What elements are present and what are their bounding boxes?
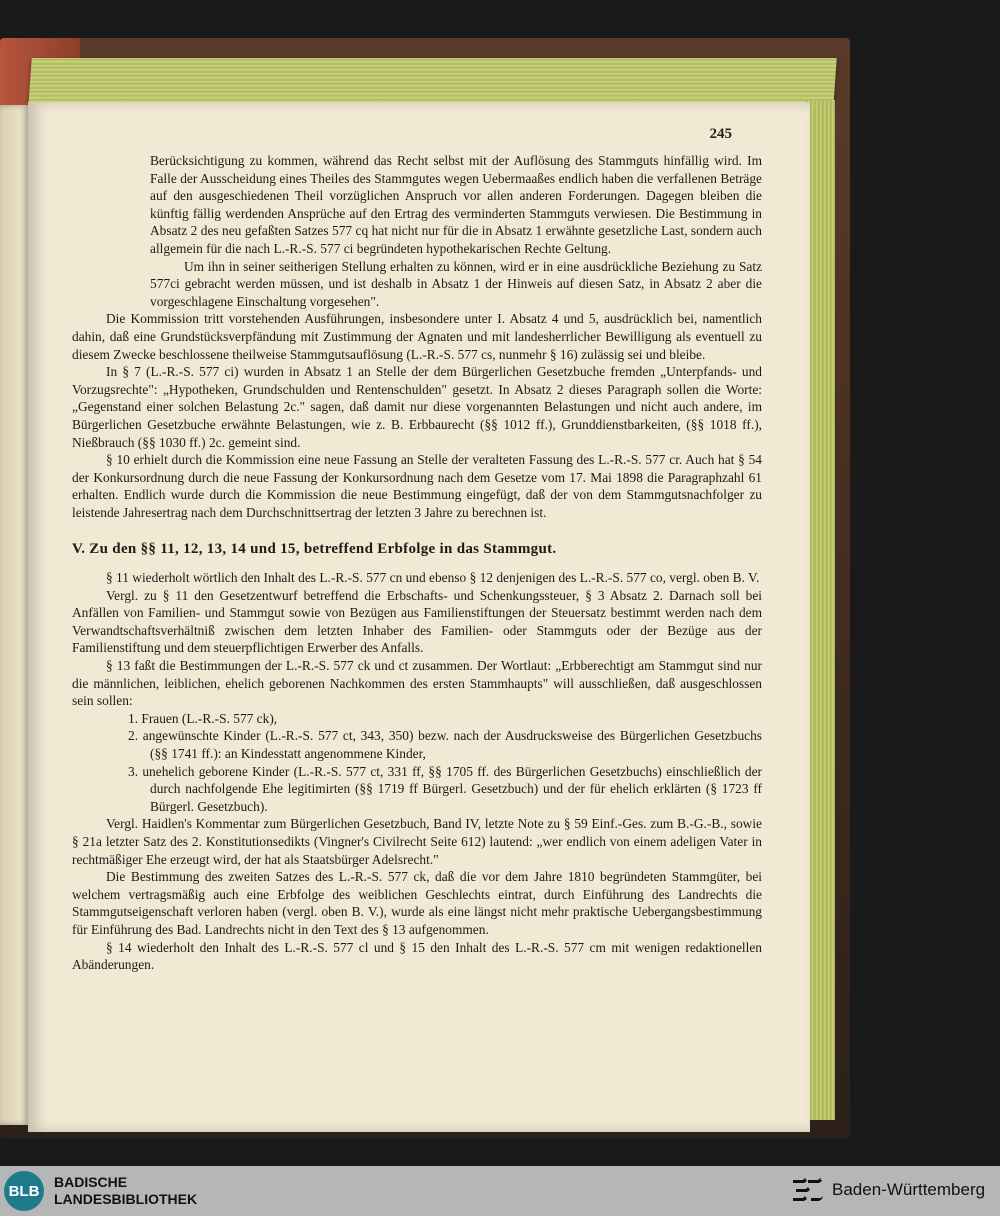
library-name-line1: BADISCHE	[54, 1174, 128, 1190]
paragraph: § 10 erhielt durch die Kommission eine neue Fassung an Stelle der veralteten Fassung des L.-R.-S. 577 cr. Auch hat § 54 der Konkursordnung durch die neue Fassung der Konkursordnung nach dem Gesetze vom 17. Mai 1898 die Paragraphzahl 61 erhalten. Endlich wurde durch die Kommission die neue Bestimmung eingefügt, daß der von dem Stammgutsnachfolger zu leistende Jahresertrag nach dem Durchschnittsertrag der letzten 3 Jahre zu berechnen ist.	[72, 452, 762, 520]
paragraph: In § 7 (L.-R.-S. 577 ci) wurden in Absatz 1 an Stelle der dem Bürgerlichen Gesetzbuche fremden „Unterpfands- und Vorzugsrechte": „Hypotheken, Grundschulden und Rentenschulden" gesetzt. In Absatz 2 dieses Paragraph sollen die Worte: „Gegenstand einer solchen Belastung 2c." sagen, daß damit nur diese vorgenannten Belastungen und nicht auch andere, im Bürgerlichen Gesetzbuche erwähnte Belastungen, wie z. B. Erbbaurecht (§§ 1012 ff.), Grunddienstbarkeiten, (§§ 1018 ff.), Nießbrauch (§§ 1030 ff.) 2c. gemeint sind.	[72, 364, 762, 450]
paragraph: § 11 wiederholt wörtlich den Inhalt des L.-R.-S. 577 cn und ebenso § 12 denjenigen des L.-R.-S. 577 co, vergl. oben B. V.	[106, 570, 760, 586]
paragraph: Die Kommission tritt vorstehenden Ausführungen, insbesondere unter I. Absatz 4 und 5, ausdrücklich bei, namentlich dahin, daß eine Grundstücksverpfändung mit Zustimmung der Agnaten und mit landesherrlicher Bewilligung als eventuell zu diesem Zwecke beschlossene theilweise Stammgutsauflösung (L.-R.-S. 577 cs, nunmehr § 16) zulässig sei und bleibe.	[72, 311, 762, 362]
page-number: 245	[709, 126, 732, 142]
paragraph: Vergl. Haidlen's Kommentar zum Bürgerlichen Gesetzbuch, Band IV, letzte Note zu § 59 Einf.-Ges. zum B.-G.-B., sowie § 21a letzter Satz des 2. Konstitutionsedikts (Vingner's Civilrecht Seite 612) lautend: „wer endlich von einem adeligen Vater in rechtmäßiger Ehe erzeugt wird, der hat als Staatsbürger Adelsrecht."	[72, 816, 762, 867]
paragraph: Die Bestimmung des zweiten Satzes des L.-R.-S. 577 ck, daß die vor dem Jahre 1810 begründeten Stammgüter, bei welchem vertragsmäßig auch eine Erbfolge des weiblichen Geschlechts eintrat, durch Einführung des Landrechts die Stammgutseigenschaft verloren haben (vergl. oben B. V.), wurde als eine längst nicht mehr praktische Uebergangsbestimmung für Einführung des Bad. Landrechts nicht in den Text des § 13 aufgenommen.	[72, 869, 762, 937]
paragraph: § 14 wiederholt den Inhalt des L.-R.-S. 577 cl und § 15 den Inhalt des L.-R.-S. 577 cm mit wenigen redaktionellen Abänderungen.	[72, 939, 762, 973]
page-text	[72, 152, 762, 974]
library-name-line2: LANDESBIBLIOTHEK	[54, 1191, 198, 1207]
left-page-edge	[0, 105, 28, 1125]
page-edge-top	[28, 58, 836, 108]
baden-wuerttemberg-lions-icon	[790, 1174, 824, 1208]
quoted-paragraph: Berücksichtigung zu kommen, während das Recht selbst mit der Auflösung des Stammguts hinfällig wird. Im Falle der Ausscheidung eines Theiles des Stammgutes wegen Uebermaaßes endlich haben die verfallenen Beträge auf den ausgeschiedenen Theil vorzüglichen Anspruch vor allen anderen Forderungen. Dagegen bleiben die künftig fällig werdenden Ansprüche auf den Ertrag des verminderten Stammguts verwiesen. Die Bestimmung in Absatz 2 des neu gefaßten Satzes 577 cq hat nicht nur für die in Absatz 1 erwähnte gesetzliche Last, sondern auch allgemein für die nach L.-R.-S. 577 ci begründeten hypothekarischen Rechte Geltung.	[150, 153, 762, 256]
book-page	[28, 102, 810, 1132]
list-item: 2. angewünschte Kinder (L.-R.-S. 577 ct, 343, 350) bezw. nach der Ausdrucksweise des Bürgerlichen Gesetzbuchs (§§ 1741 ff.): an Kindesstatt angenommene Kinder,	[128, 728, 762, 761]
footer-bar	[0, 1166, 1000, 1216]
enumerated-list	[72, 710, 762, 816]
quoted-paragraph: Um ihn in seiner seitherigen Stellung erhalten zu können, wird er in eine ausdrückliche Beziehung zu Satz 577ci gebracht werden müssen, und ist deshalb in Absatz 1 der Hinweis auf diesen Satz, in Absatz 2 aber die vorgeschlagene Einschaltung vorgesehen".	[150, 258, 762, 309]
section-heading: V. Zu den §§ 11, 12, 13, 14 und 15, betreffend Erbfolge in das Stammgut.	[72, 541, 557, 558]
state-name[interactable]: Baden-Württemberg	[832, 1180, 986, 1199]
list-item: 3. unehelich geborene Kinder (L.-R.-S. 577 ct, 331 ff, §§ 1705 ff. des Bürgerlichen Gesetzbuchs) einschließlich der durch nachfolgende Ehe legitimirten (§§ 1719 ff Bürgerl. Gesetzbuch) und der für ehelich erklärten (§ 1723 ff Bürgerl. Gesetzbuch).	[128, 763, 762, 814]
paragraph: Vergl. zu § 11 den Gesetzentwurf betreffend die Erbschafts- und Schenkungssteuer, § 3 Absatz 2. Darnach soll bei Anfällen von Familien- und Stammgut sowie von Bezügen aus Familienstiftungen der Steuersatz bestimmt werden nach dem Verwandtschaftsverhältniß zwischen dem letzten Inhaber des Familien- oder Stammguts oder der Bezüge aus der Familienstiftung und dem steuerpflichtigen Erwerber des Anfalls.	[72, 587, 762, 656]
paragraph: § 13 faßt die Bestimmungen der L.-R.-S. 577 ck und ct zusammen. Der Wortlaut: „Erbberechtigt am Stammgut sind nur die männlichen, leiblichen, ehelich geborenen Nachkommen des ersten Stammhaupts" will ausschließen, daß ausgeschlossen sein sollen:	[72, 658, 762, 709]
blb-logo[interactable]: BLB	[4, 1171, 44, 1211]
list-item: 1. Frauen (L.-R.-S. 577 ck),	[128, 710, 278, 726]
library-name[interactable]	[54, 1174, 197, 1208]
